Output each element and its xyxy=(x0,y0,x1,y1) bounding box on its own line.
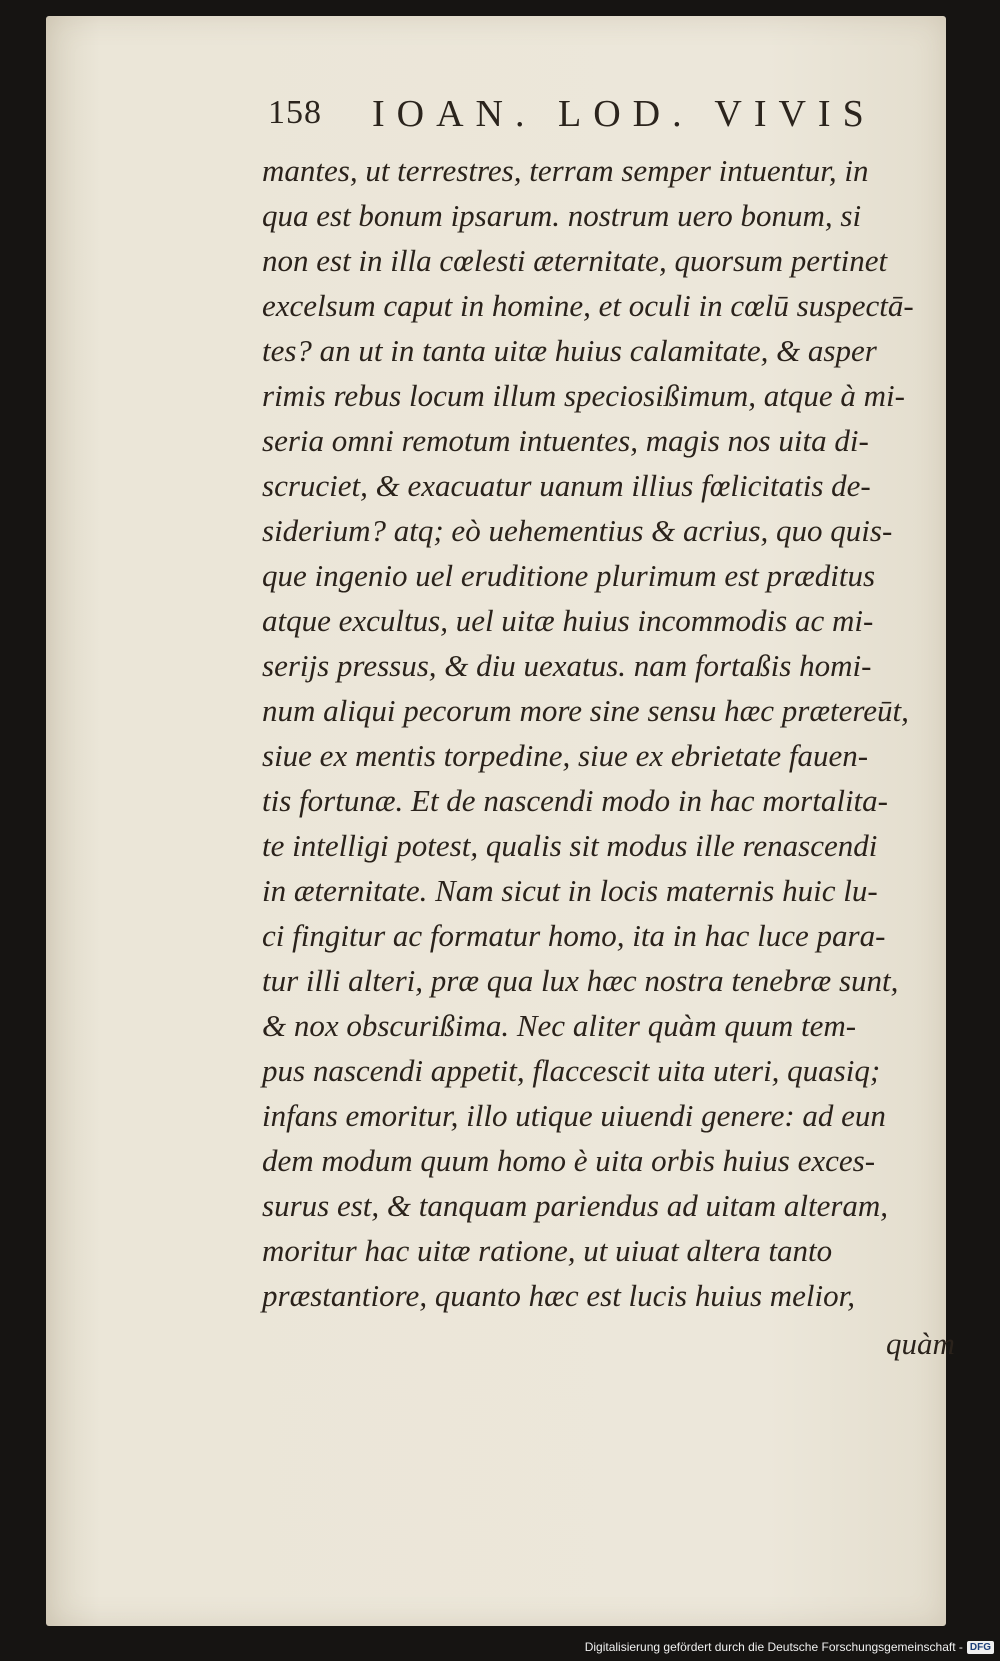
text-line: non est in illa cœlesti æternitate, quorsum pertinet xyxy=(262,243,888,278)
text-line: præstantiore, quanto hæc est lucis huius melior, xyxy=(262,1278,856,1313)
text-line: te intelligi potest, qualis sit modus ille renascendi xyxy=(262,828,878,863)
text-line: infans emoritur, illo utique uiuendi genere: ad eun xyxy=(262,1098,886,1133)
text-line: & nox obscurißima. Nec aliter quàm quum tem- xyxy=(262,1008,857,1043)
text-line: tur illi alteri, præ qua lux hæc nostra tenebræ sunt, xyxy=(262,963,899,998)
text-line: siderium? atq; eò uehementius & acrius, quo quis- xyxy=(262,513,893,548)
text-line: atque excultus, uel uitæ huius incommodis ac mi- xyxy=(262,603,874,638)
body-text xyxy=(262,148,962,1318)
text-line: siue ex mentis torpedine, siue ex ebrietate fauen- xyxy=(262,738,869,773)
text-line: tis fortunæ. Et de nascendi modo in hac mortalita- xyxy=(262,783,888,818)
text-line: tes? an ut in tanta uitæ huius calamitate, & asper xyxy=(262,333,877,368)
text-line: serijs pressus, & diu uexatus. nam fortaßis homi- xyxy=(262,648,872,683)
catchword: quàm xyxy=(886,1326,955,1361)
text-line: scruciet, & exacuatur uanum illius fœlicitatis de- xyxy=(262,468,871,503)
text-line: surus est, & tanquam pariendus ad uitam alteram, xyxy=(262,1188,889,1223)
text-line: dem modum quum homo è uita orbis huius exces- xyxy=(262,1143,876,1178)
page-number: 158 xyxy=(268,94,322,131)
text-line: pus nascendi appetit, flaccescit uita uteri, quasiq; xyxy=(262,1053,881,1088)
dfg-logo-icon: DFG xyxy=(967,1641,994,1654)
digitization-footer xyxy=(585,1637,994,1657)
text-line: seria omni remotum intuentes, magis nos uita di- xyxy=(262,423,869,458)
text-line: ci fingitur ac formatur homo, ita in hac luce para- xyxy=(262,918,886,953)
text-line: in æternitate. Nam sicut in locis maternis huic lu- xyxy=(262,873,878,908)
funding-credit: Digitalisierung gefördert durch die Deutsche Forschungsgemeinschaft - xyxy=(584,1640,963,1654)
text-line: moritur hac uitæ ratione, ut uiuat altera tanto xyxy=(262,1233,833,1268)
running-head: IOAN. LOD. VIVIS xyxy=(372,93,876,135)
page-header xyxy=(268,92,888,140)
text-line: excelsum caput in homine, et oculi in cœlū suspectā- xyxy=(262,288,914,323)
text-line: rimis rebus locum illum speciosißimum, atque à mi- xyxy=(262,378,905,413)
text-line: num aliqui pecorum more sine sensu hæc prætereūt, xyxy=(262,693,909,728)
text-line: qua est bonum ipsarum. nostrum uero bonum, si xyxy=(262,198,862,233)
text-line: que ingenio uel eruditione plurimum est præditus xyxy=(262,558,876,593)
text-line: mantes, ut terrestres, terram semper intuentur, in xyxy=(262,153,869,188)
